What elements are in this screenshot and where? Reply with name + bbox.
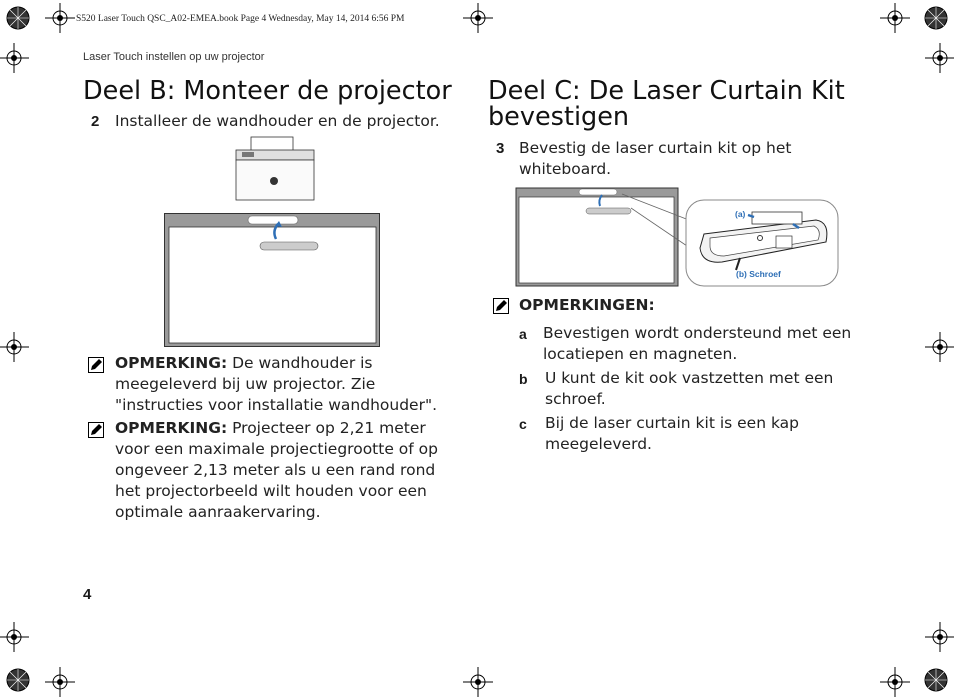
section-title-c: Deel C: De Laser Curtain Kit bevestigen bbox=[488, 76, 845, 132]
callout-screw: (b) Schroef bbox=[736, 269, 781, 279]
registration-mark bbox=[45, 3, 75, 33]
registration-mark bbox=[925, 622, 954, 652]
list-letter: b bbox=[519, 371, 528, 387]
registration-mark bbox=[7, 7, 29, 29]
print-slug: S520 Laser Touch QSC_A02-EMEA.book Page 4 Wednesday, May 14, 2014 6:56 PM bbox=[76, 14, 405, 24]
note-1: OPMERKING: De wandhouder is meegeleverd bij uw projector. Zie "instructies voor installatie wandhouder". bbox=[115, 354, 438, 414]
registration-mark bbox=[925, 7, 947, 29]
registration-mark bbox=[0, 332, 29, 362]
note-label: OPMERKING: bbox=[115, 419, 228, 437]
registration-mark bbox=[7, 669, 29, 691]
registration-mark bbox=[0, 622, 29, 652]
laser-curtain-illustration bbox=[514, 186, 840, 288]
whiteboard-illustration bbox=[164, 213, 380, 347]
note-label: OPMERKING: bbox=[115, 354, 228, 372]
registration-mark bbox=[463, 667, 493, 697]
step-text: Bevestig de laser curtain kit op het whiteboard. bbox=[519, 139, 792, 178]
step-text: Installeer de wandhouder en de projector. bbox=[115, 112, 440, 130]
projector-illustration bbox=[234, 137, 324, 207]
registration-mark bbox=[463, 3, 493, 33]
registration-mark bbox=[880, 3, 910, 33]
page-number: 4 bbox=[83, 586, 92, 603]
list-item: Bevestigen wordt ondersteund met een locatiepen en magneten. bbox=[543, 324, 852, 363]
note-pencil-icon bbox=[493, 298, 509, 314]
registration-mark bbox=[925, 43, 954, 73]
registration-mark bbox=[45, 667, 75, 697]
registration-mark bbox=[925, 669, 947, 691]
note-2: OPMERKING: Projecteer op 2,21 meter voor een maximale projectiegrootte of op ongeveer 2,13 meter als u een rand rond het projectorbeeld wilt houden voor een optimale aanraakervaring. bbox=[115, 419, 438, 521]
notes-heading: OPMERKINGEN: bbox=[519, 296, 655, 314]
note-pencil-icon bbox=[88, 357, 104, 373]
list-item: Bij de laser curtain kit is een kap meegeleverd. bbox=[545, 414, 800, 453]
list-letter: a bbox=[519, 326, 527, 342]
registration-mark bbox=[880, 667, 910, 697]
registration-mark bbox=[925, 332, 954, 362]
running-head: Laser Touch instellen op uw projector bbox=[83, 51, 265, 63]
registration-mark bbox=[0, 43, 29, 73]
step-number: 3 bbox=[496, 140, 505, 157]
callout-a: (a) bbox=[735, 209, 746, 219]
list-letter: c bbox=[519, 416, 527, 432]
list-item: U kunt de kit ook vastzetten met een schroef. bbox=[545, 369, 834, 408]
section-title-b: Deel B: Monteer de projector bbox=[83, 76, 452, 106]
step-number: 2 bbox=[91, 113, 100, 130]
note-pencil-icon bbox=[88, 422, 104, 438]
